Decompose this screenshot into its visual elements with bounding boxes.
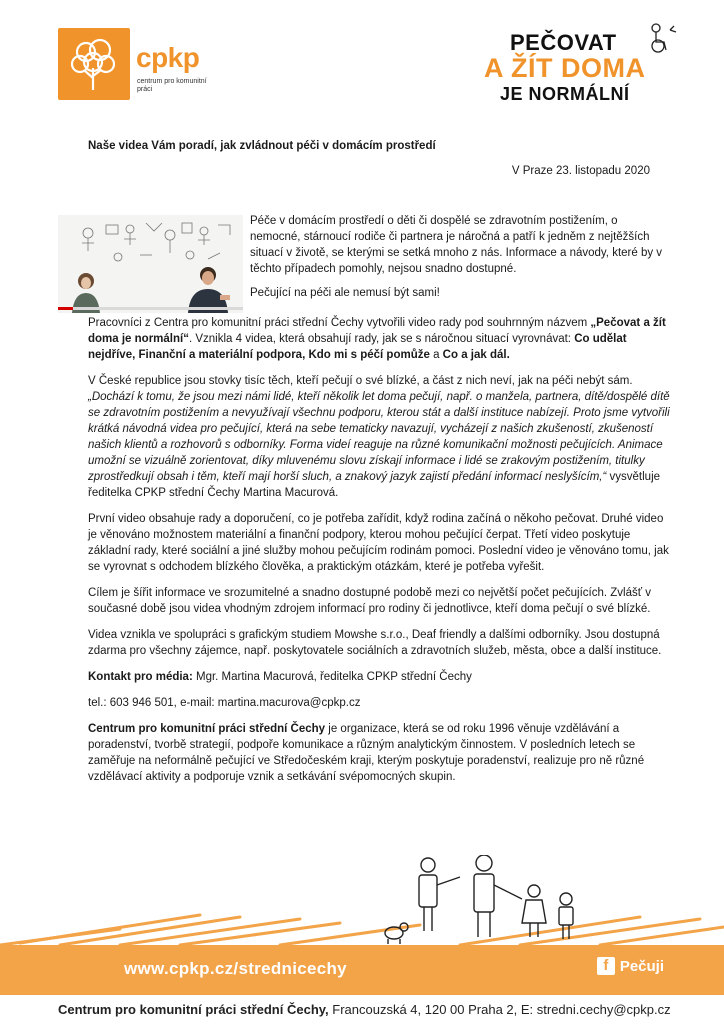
cpkp-logo — [58, 28, 208, 100]
text-run: V České republice jsou stovky tisíc těch, kteří pečují o své blízké, a část z nich neví, jak na péči nebýt sám. — [88, 375, 633, 387]
facebook-label: Pečuji — [619, 957, 664, 975]
intro-block — [250, 213, 670, 309]
media-contact — [88, 669, 670, 685]
daughter-figure — [522, 885, 546, 937]
paragraph-videos — [88, 315, 670, 363]
contact-label: Kontakt pro média: — [88, 671, 193, 683]
campaign-name: „Pečovat a žít doma je normální“ — [88, 317, 666, 345]
footer-address — [58, 1002, 688, 1017]
cpkp-logo-subtitle: centrum pro komunitní práci — [137, 78, 207, 93]
paragraph-collaboration: Videa vznikla ve spolupráci s grafickým studiem Mowshe s.r.o., Deaf friendly a dalšími odborníky. Jsou dostupná zdarma pro všechny zájemce, např. poskytovatele sociálních a zdravotních služeb, města, obce a další instituce. — [88, 629, 662, 657]
campaign-logo — [484, 22, 684, 108]
campaign-line-1: PEČOVAT — [510, 30, 617, 55]
text-run: . Vznikla 4 videa, která obsahují rady, jak se s náročnou situací vyrovnávat: — [188, 333, 575, 345]
cpkp-logo-text: cpkp — [136, 42, 200, 73]
document-date: V Praze 23. listopadu 2020 — [511, 165, 650, 177]
organization-name: Centrum pro komunitní práci střední Čechy — [88, 723, 326, 735]
family-illustration — [0, 855, 724, 945]
website-link[interactable]: www.cpkp.cz/strednicechy — [124, 959, 347, 978]
organization-description: je organizace, která se od roku 1996 věnuje vzdělávání a poradenství, tvorbě strategií, podpoře komunikace a různým analytickým činnostem. V posledních letech se zaměřuje na neformálně pečující ve Středočeském kraji, kterým poskytuje poradenství, realizuje pro ně různé vzdělávací aktivity a podporuje vznik a setkávání svépomocných skupin. — [88, 723, 645, 783]
mother-figure — [419, 858, 460, 931]
video-titles: Co udělat nejdříve, Finanční a materiální podpora, Kdo mi s péčí pomůže — [88, 333, 627, 361]
video-thumbnail[interactable] — [58, 215, 243, 313]
son-figure — [559, 893, 573, 939]
paragraph-goal: Cílem je šířit informace ve srozumitelné a snadno dostupné podobě mezi co největší počet pečujících. Zvlášť v současné době jsou videa vhodným zdrojem informací pro rodiny či jednotlivce, kteří doma pečují o své blízké. — [88, 587, 651, 615]
campaign-line-2: A ŽÍT DOMA — [484, 53, 646, 83]
video-progress-bar[interactable] — [58, 307, 243, 310]
intro-tagline: Pečující na péči ale nemusí být sami! — [250, 287, 440, 299]
video-title-last: Co a jak dál. — [442, 349, 510, 361]
father-figure — [474, 855, 522, 937]
paragraph-quote — [88, 373, 670, 501]
campaign-line-3: JE NORMÁLNÍ — [500, 84, 630, 104]
footer-band — [0, 945, 724, 995]
contact-phone-email: tel.: 603 946 501, e-mail: martina.macurova@cpkp.cz — [88, 697, 361, 709]
tree-icon — [58, 28, 130, 100]
wheelchair-figure-icon — [644, 22, 680, 54]
video-progress-fill — [58, 307, 73, 310]
contact-name: Mgr. Martina Macurová, ředitelka CPKP střední Čechy — [192, 671, 472, 683]
text-run: Pracovníci z Centra pro komunitní práci střední Čechy vytvořili video rady pod souhrnným názvem — [88, 317, 591, 329]
intro-paragraph: Péče v domácím prostředí o děti či dospělé se zdravotním postižením, o nemocné, stárnoucí rodiče či partnera je náročná a patří k jedněm z nejtěžších situací v životě, se kterými se setká mnoho z nás. Informace a návody, které by v těchto případech pomohly, nejsou snadno dostupné. — [250, 215, 663, 275]
facebook-icon: f — [597, 957, 615, 975]
document-title: Naše videa Vám poradí, jak zvládnout péči v domácím prostředí — [88, 140, 436, 152]
facebook-link[interactable] — [597, 957, 664, 975]
footer-organization: Centrum pro komunitní práci střední Čechy, — [58, 1002, 329, 1017]
main-content — [88, 315, 670, 795]
paragraph-about — [88, 721, 670, 785]
director-quote: „Dochází k tomu, že jsou mezi námi lidé, kteří několik let doma pečují, např. o manžela, partnera, dítě/dospělé dítě se zdravotním postižením a nevyužívají všechnu podporu, kterou stát a další instituce nabízejí. Proto jsme vytvořili krátká návodná videa pro pečující, která na sebe tematicky navazují, vycházejí z našich zkušeností, zkušeností našich klientů a rozhovorů s odborníky. Forma videí reaguje na různé komunikační možnosti pečujících. Animace umožní se vizuálně zorientovat, díky mluvenému slovu získají informace i lidé se zrakovým postižením, titulky zprostředkují obsah i těm, kteří mají horší sluch, a znakový jazyk zajistí předání informací neslyšícím,“ — [88, 391, 670, 483]
text-run: a — [429, 349, 443, 361]
paragraph-video-contents: První video obsahuje rady a doporučení, co je potřeba zařídit, když rodina začíná o někoho pečovat. Druhé video je věnováno možnostem materiální a finanční podpory, kterou mohou pečující čerpat. Třetí video poskytuje základní rady, které sociální a jiné služby mohou pečujícím rodinám pomoci. Poslední video je věnováno tomu, jak se vyrovnat s odchodem blízkého člověka, a praktickým otázkám, které je potřeba vyřešit. — [88, 513, 669, 573]
footer-address-details: Francouzská 4, 120 00 Praha 2, E: stredni.cechy@cpkp.cz — [328, 1002, 671, 1017]
text-run: vysvětluje ředitelka CPKP střední Čechy Martina Macurová. — [88, 471, 661, 499]
